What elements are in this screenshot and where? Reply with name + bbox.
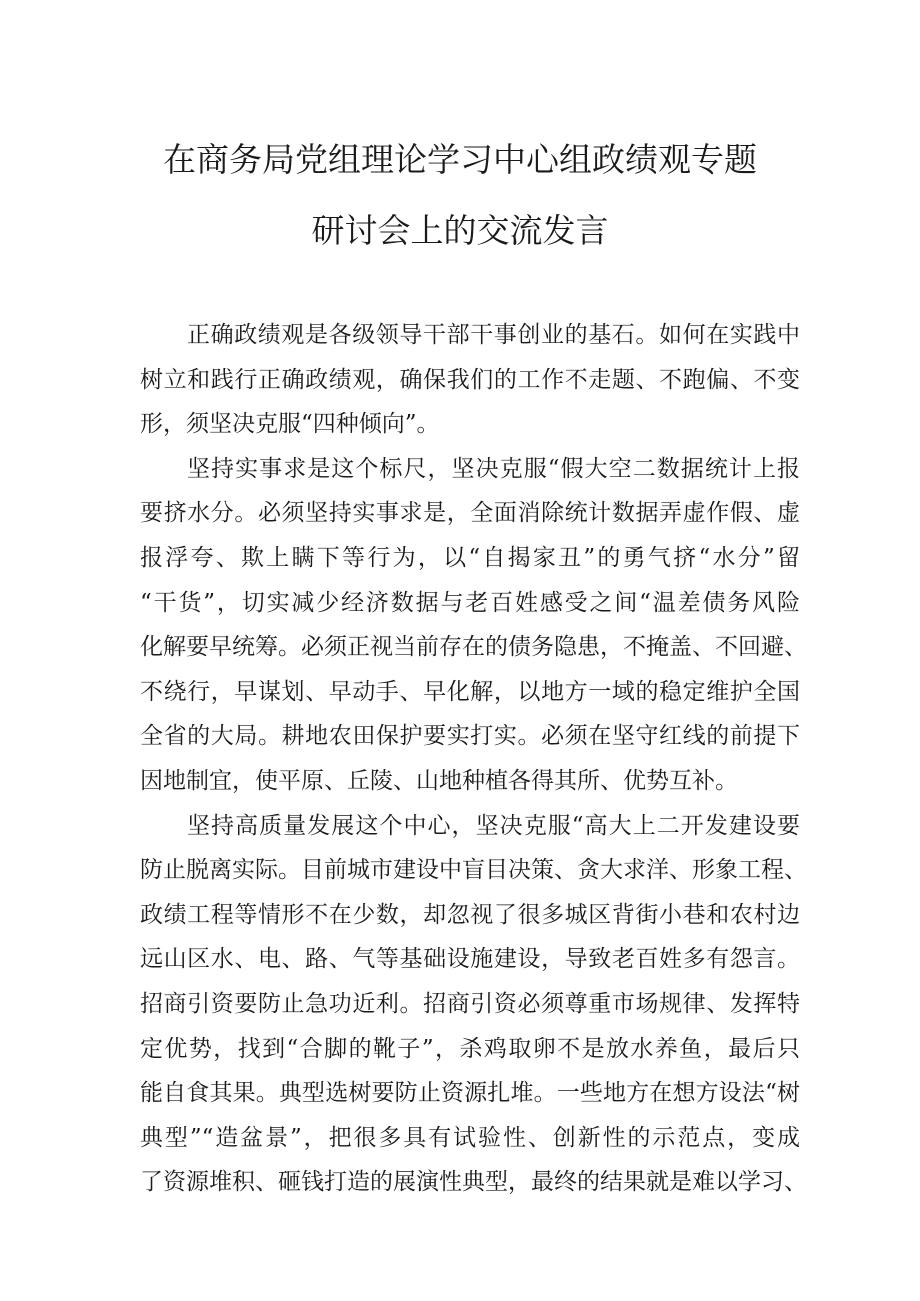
paragraph-2-line-5: 化解要早统筹。必须正视当前存在的债务隐患，不掩盖、不回避、: [140, 634, 807, 661]
paragraph-3-line-1: 坚持高质量发展这个中心，坚决克服“高大上二开发建设要: [187, 812, 800, 839]
paragraph-2-line-2: 要挤水分。必须坚持实事求是，全面消除统计数据弄虚作假、虚: [140, 500, 800, 527]
paragraph-3-line-7: 能自食其果。典型选树要防止资源扎堆。一些地方在想方设法“树: [140, 1080, 800, 1107]
paragraph-3-line-9: 了资源堆积、砸钱打造的展演性典型，最终的结果就是难以学习、: [140, 1169, 807, 1196]
paragraph-2-line-4: “干货”，切实减少经济数据与老百姓感受之间“温差债务风险: [140, 589, 800, 616]
paragraph-3-line-3: 政绩工程等情形不在少数，却忽视了很多城区背街小巷和农村边: [140, 901, 800, 928]
paragraph-1-line-2: 树立和践行正确政绩观，确保我们的工作不走题、不跑偏、不变: [140, 366, 800, 393]
paragraph-2-line-6: 不绕行，早谋划、早动手、早化解，以地方一域的稳定维护全国: [140, 678, 800, 705]
paragraph-1-line-3: 形，须坚决克服“四种倾向”。: [140, 411, 440, 438]
paragraph-2-line-3: 报浮夸、欺上瞒下等行为，以“自揭家丑”的勇气挤“水分”留: [140, 544, 800, 571]
document-body: [140, 313, 807, 1205]
document-title-line-1: 在商务局党组理论学习中心组政绩观专题: [163, 140, 757, 179]
paragraph-3-line-4: 远山区水、电、路、气等基础设施建设，导致老百姓多有怨言。: [140, 946, 800, 973]
paragraph-1-line-1: 正确政绩观是各级领导干部干事创业的基石。如何在实践中: [187, 322, 800, 348]
paragraph-3-line-5: 招商引资要防止急功近利。招商引资必须尊重市场规律、发挥特: [140, 990, 800, 1017]
paragraph-3-line-2: 防止脱离实际。目前城市建设中盲目决策、贪大求洋、形象工程、: [140, 857, 807, 884]
document-title-line-2: 研讨会上的交流发言: [311, 211, 609, 250]
paragraph-2-line-7: 全省的大局。耕地农田保护要实打实。必须在坚守红线的前提下: [140, 723, 800, 750]
paragraph-3-line-6: 定优势，找到“合脚的靴子”，杀鸡取卵不是放水养鱼，最后只: [140, 1035, 800, 1062]
paragraph-2-line-1: 坚持实事求是这个标尺，坚决克服“假大空二数据统计上报: [187, 455, 800, 482]
paragraph-3-line-8: 典型”“造盆景”，把很多具有试验性、创新性的示范点，变成: [140, 1124, 800, 1151]
paragraph-2-line-8: 因地制宜，使平原、丘陵、山地种植各得其所、优势互补。: [140, 767, 738, 794]
